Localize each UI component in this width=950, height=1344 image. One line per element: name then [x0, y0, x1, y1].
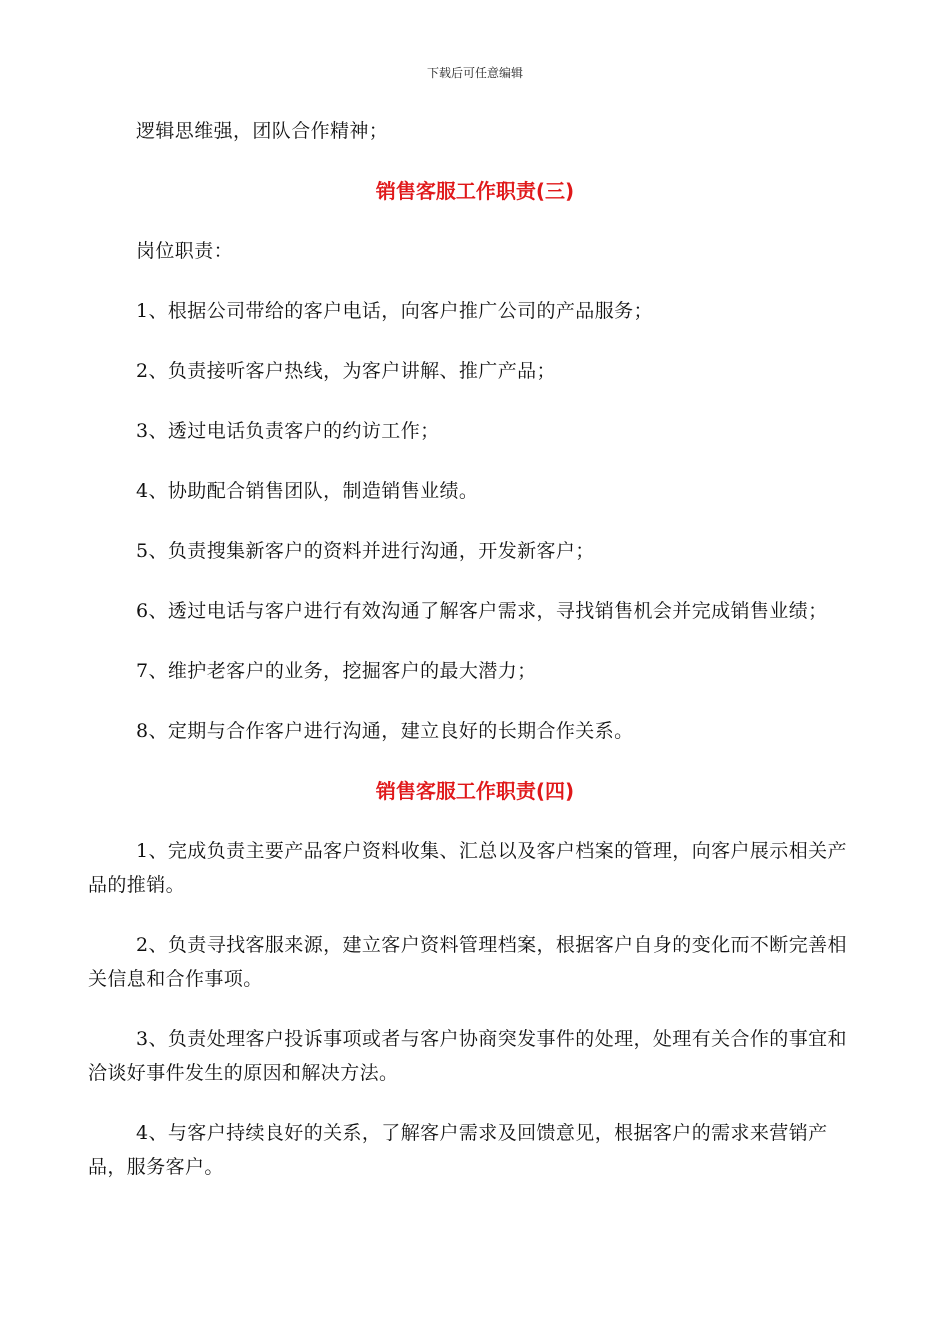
- section-3-item: 3、透过电话负责客户的约访工作；: [136, 420, 440, 442]
- section-4-title: 销售客服工作职责(四): [375, 779, 575, 803]
- section-3-title: 销售客服工作职责(三): [375, 179, 575, 203]
- section-3-subtitle: 岗位职责：: [136, 240, 234, 262]
- section-4-item: 1、完成负责主要产品客户资料收集、汇总以及客户档案的管理，向客户展示相关产品的推销。: [88, 840, 847, 896]
- section-3-item: 7、维护老客户的业务，挖掘客户的最大潜力；: [136, 660, 537, 682]
- section-3-item: 8、定期与合作客户进行沟通，建立良好的长期合作关系。: [136, 720, 634, 742]
- section-4-item: 3、负责处理客户投诉事项或者与客户协商突发事件的处理，处理有关合作的事宜和洽谈好事件发生的原因和解决方法。: [88, 1028, 847, 1084]
- section-3-item: 5、负责搜集新客户的资料并进行沟通，开发新客户；: [136, 540, 595, 562]
- intro-line: 逻辑思维强，团队合作精神；: [136, 120, 389, 142]
- document-body: [88, 114, 862, 1210]
- section-3-item: 6、透过电话与客户进行有效沟通了解客户需求，寻找销售机会并完成销售业绩；: [136, 600, 828, 622]
- section-4-item: 4、与客户持续良好的关系，了解客户需求及回馈意见，根据客户的需求来营销产品，服务客户。: [88, 1122, 828, 1178]
- section-3-item: 1、根据公司带给的客户电话，向客户推广公司的产品服务；: [136, 300, 653, 322]
- section-4-item: 2、负责寻找客服来源，建立客户资料管理档案，根据客户自身的变化而不断完善相关信息和合作事项。: [88, 934, 847, 990]
- header-note: 下载后可任意编辑: [426, 66, 523, 80]
- section-3-item: 2、负责接听客户热线，为客户讲解、推广产品；: [136, 360, 556, 382]
- section-3-item: 4、协助配合销售团队，制造销售业绩。: [136, 480, 479, 502]
